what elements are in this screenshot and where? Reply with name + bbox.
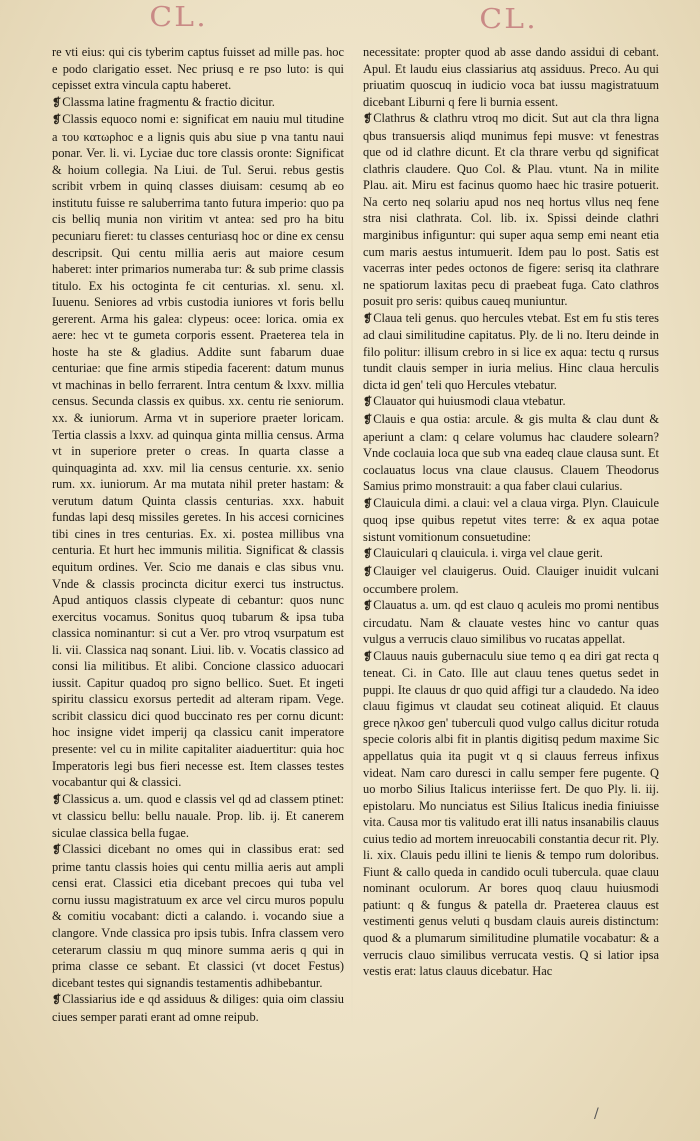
dictionary-entry: ❡ Claua teli genus. quo hercules vtebat. Est em fu stis teres ad claui similitudine capitatus. Ply. de li no. Iteru deinde in filo politur: illisum crebro in si lice ex aqua: tectu q rursus tundit clauis semper in iuria melius. Hinc claua herculis dicta id gen' teli quo Hercules vtebatur. bbox=[363, 310, 659, 394]
dictionary-entry: ❡ Clauator qui huiusmodi claua vtebatur. bbox=[363, 393, 659, 411]
dictionary-entry: ❡ Classiarius ide e qd assiduus & diliges: quia oim classiu ciues semper parati erant ad omne reipub. bbox=[52, 991, 344, 1025]
continued-paragraph: re vti eius: qui cis tyberim captus fuisset ad mille pas. hoc e podo clarigatio esset. Nec priusq e re pso luto: is qui cepisset extra vincula captu haberet. bbox=[52, 45, 344, 93]
dictionary-entry: ❡ Clauiculari q clauicula. i. virga vel claue gerit. bbox=[363, 545, 659, 563]
right-text-column bbox=[363, 44, 659, 980]
right-running-head: CL. bbox=[479, 4, 538, 35]
left-text-column bbox=[52, 44, 344, 1025]
folio-mark: / bbox=[594, 1106, 599, 1122]
dictionary-entry: ❡ Classici dicebant no omes qui in classibus erat: sed prime tantu classis hoies qui centu millia aeris aut ampli censi erat. Classici etia dicebant precoes qui tuba vel cornu iussu magistratuum ex arce vel circu muros populu & comitiu vocabant: dicti a calando. i. vocando siue a clangore. Vnde classica pro ipsis tubis. Infra classem vero ceterarum classiu m quq minore summa aeris q qui in prima classe ce sebant. Et classici (vt docet Festus) dicebant testes qui signandis testamentis adhibebantur. bbox=[52, 841, 344, 991]
left-running-head: CL. bbox=[149, 2, 208, 33]
dictionary-entry: ❡ Clathrus & clathru vtroq mo dicit. Sut aut cla thra ligna qbus transuersis aliqd munimus fepi musve: vt fenestras que od id clathre dicunt. Et cla thrare verbu qd significat clathris claudere. Quo Col. & Plau. vtunt. Na in milite Plau. ait. Miru est facinus quomo haec hic trasire potuerit. Na certo neq solariu apud nos neq hortus vllus neq fene stra nisi clathrata. Col. lib. ix. Spissi deinde clathri marginibus infiguntur: qui super aqua semp emi neant etia cum maris aestus intumuerit. Idem pau lo post. Satis est vacerras inter pedes octonos de figere: serisq ita clathrare ne spatiorum laxitas pecu di praebeat fuga. Cato clathros posuit pro seris: quibus caueq muniuntur. bbox=[363, 110, 659, 310]
dictionary-entry: ❡ Clauiger vel clauigerus. Ouid. Clauiger inuidit vulcani occumbere prolem. bbox=[363, 563, 659, 597]
dictionary-entry: ❡ Clauicula dimi. a claui: vel a claua virga. Plyn. Clauicule quoq ipse quibus repetut vites terre: & ex aqua potae sistunt vomitionum consuetudine: bbox=[363, 495, 659, 546]
dictionary-entry: ❡ Classis equoco nomi e: significat em nauiu mul titudine a του κατωρhoc e a lignis quis abu siue p vna tantu naui ponar. Ver. li. vi. Lyciae duc tore classis oronte: Significat & hoium collegia. Na Liui. de Tul. Serui. rebus gestis scribit vrbem in quinq classes diuisam: cesumq ab eo institutu fuisse re saluberrima tanto futura imperio: quo pa cis belliq munia non viritim vt antea: sed pro ha bitu pecuniaru fieret: tu classes centuriasq hoc or dine ex censu descripsit. Qui centu millia aeris aut maiore cesum haberet: inter primarios numeraba tur: & sub prime classis titulo. Ex his octoginta fe cit centurias. xl. senu. xl. Iuuenu. Seniores ad vrbis custodia iuniores vt foris bellu gererent. Arma his galea: clypeus: ocee: lorica. omia ex aere: hec vt te gumeta corporis essent. Praeterea tela in hoste ha ste & gladius. Addite sunt fabarum duae centuriae: que fine armis stipedia facerent: datum munus vt machinas in bello ferrarent. Intra centum & lxxv. millia census. Secunda classis ex quibus. xx. centu rie seniorum. xx. & iuniorum. Arma vt in superiore praeter loricam. Tertia classis a lxxv. ad quinqua ginta millia census. Arma vt in superiore preter o creas. In quarta classe a quinquaginta ad. xxv. mil lia census centurie. xx. senio rum. xx. iuniorum. Ar ma mutata nihil preter hastam: & verutum datum Quinta classis centurias. xxx. habuit fundas lapi desq missiles geretes. In his accesi cornicines tibi cines in tres centurias. Ex. xi. postea millibus vna centuria. Et hurt hec immunis militia. Significat & classis equitum ordines. Ver. Scio me danais e clas sibus vnu. Vnde & classis procincta dicitur exerci tus instructus. Apud antiquos classis clypeate di cebantur: quos nunc exercitus vocamus. Sonitus quoq tubarum & ipsa tuba classica nominantur: si cut a Ver. pro vtroq vsurpatum est li. vii. Classica naq sonant. Liui. lib. v. Vocatis classico ad consi lia militibus. Et alibi. Concione classico aduocari iussit. Capitur quadoq pro signo bellico. Suet. Et ingeti spiritu classicu exorsus pertedit ad alteram ripam. Vege. scribit classicu dici quod buccinato res per cornu dicunt: hoc insigne videt imperij qa classicu canit imperatore presente: vel cu in milite capitaliter aiaduertitur: quia hoc Imperatoris legi bus fieri necesse est. Item classes testes vocabantur qui & classici. bbox=[52, 111, 344, 790]
dictionary-entry: ❡ Clauatus a. um. qd est clauo q aculeis mo promi nentibus circudatu. Nam & clauate vestes hinc vo cantur quas vulgus a verrucis clauo similibus vo rucatas appellat. bbox=[363, 597, 659, 648]
column-gutter bbox=[351, 40, 353, 1050]
continued-paragraph: necessitate: propter quod ab asse dando assidui di cebant. Apul. Et laudu eius classiarius atq assiduus. Preco. Au qui priuatim quoscuq in iudicio voca bat iussu magistratuum dicebant Liburni q fere li burnia essent. bbox=[363, 45, 659, 109]
dictionary-entry: ❡ Clauus nauis gubernaculu siue temo q ea diri gat recta q teneat. Ci. in Cato. Ille aut clauu tenes quetus sedet in puppi. Ite clauus dr quo quid affigi tur a claudedo. Na ideo clauu figimus vt claudat seu cotineat aliquid. Et clauus grece ηλκοσ gen' tuberculi quod vulgo callus dicitur rotuda specie coloris albi fit in plantis digitisq pedum maxime Sic appellatus quia ita pugit vt q si clauus ferreus infixus videat. Nam caro duresci in callu semper fere pugente. Q uo morbo Silius Italicus interiisse fert. De quo Ply. li. iij. epistolaru. Mo nunciatus est Silius Italicus inedia finiuisse vita. Causa mor tis valitudo erat illi natus insanabilis clauus cuius tedio ad mortem inreuocabili constantia decur rit. Ply. li. xix. Clauis pedu illini te lienis & tempo rum doloribus. Fiunt & callo queda in candido oculi tubercula. quae clauu nominant oculorum. Ar bores quoq clauu huiusmodi patiunt: q & fungus & patella dr. Praeterea clauus est vestimenti genus veluti q busdam clauis aureis distinctum: quod & a plumarum similitudine plumatile vocabatur: & a verrucis clauo similibus verrucata vestis. Q si latior ipsa vestis erat: latus clauus dicebatur. Hac bbox=[363, 648, 659, 980]
dictionary-entry: ❡ Classma latine fragmentu & fractio dicitur. bbox=[52, 94, 344, 112]
dictionary-entry: ❡ Clauis e qua ostia: arcule. & gis multa & clau dunt & aperiunt a clam: q celare volumus hac claudere solearn? Vnde coclauia loca que sub vna eadeq claue clausa sunt. Et coclauatus locus vna claue clausus. Clauem Theodorus Samius primo monstrauit: a qua faber claui cularius. bbox=[363, 411, 659, 495]
dictionary-entry: ❡ Classicus a. um. quod e classis vel qd ad classem ptinet: vt classicu bellu: bellu nauale. Prop. lib. ij. Et canerem siculae classica bella fugae. bbox=[52, 791, 344, 842]
